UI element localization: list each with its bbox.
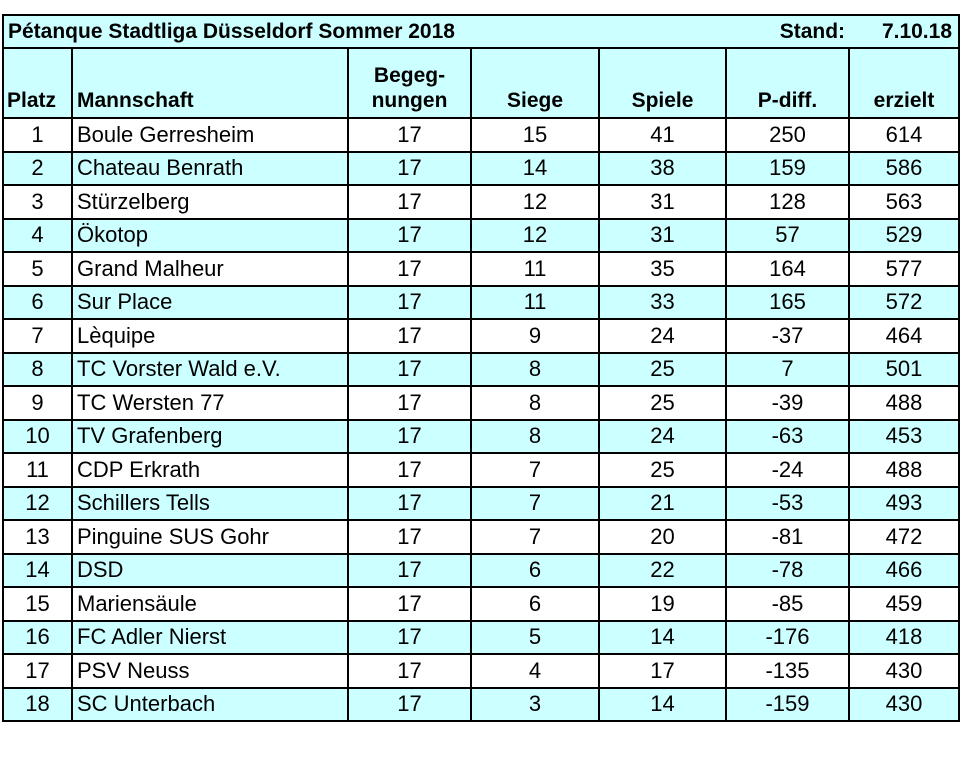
cell-pdiff: 57 [726,219,849,253]
cell-siege: 7 [471,453,599,487]
cell-siege: 11 [471,286,599,320]
header-platz: Platz [3,48,72,118]
cell-platz: 14 [3,554,72,588]
cell-pdiff: 250 [726,118,849,152]
cell-spiele: 24 [599,420,726,454]
cell-begegnungen: 17 [348,688,471,722]
cell-begegnungen: 17 [348,621,471,655]
table-row [3,118,959,152]
cell-team: Chateau Benrath [72,152,348,186]
cell-platz: 9 [3,386,72,420]
cell-platz: 2 [3,152,72,186]
cell-spiele: 19 [599,587,726,621]
cell-platz: 6 [3,286,72,320]
cell-spiele: 25 [599,353,726,387]
cell-team: PSV Neuss [72,654,348,688]
cell-begegnungen: 17 [348,587,471,621]
cell-begegnungen: 17 [348,487,471,521]
cell-pdiff: -85 [726,587,849,621]
cell-erzielt: 430 [849,688,959,722]
cell-erzielt: 586 [849,152,959,186]
header-siege: Siege [471,48,599,118]
table-row [3,688,959,722]
cell-siege: 15 [471,118,599,152]
cell-pdiff: -176 [726,621,849,655]
table-row [3,185,959,219]
cell-pdiff: -53 [726,487,849,521]
cell-team: Schillers Tells [72,487,348,521]
cell-erzielt: 563 [849,185,959,219]
cell-team: TC Vorster Wald e.V. [72,353,348,387]
cell-siege: 6 [471,554,599,588]
table-row [3,487,959,521]
table-row [3,554,959,588]
cell-pdiff: 164 [726,252,849,286]
cell-erzielt: 614 [849,118,959,152]
cell-begegnungen: 17 [348,319,471,353]
cell-pdiff: -78 [726,554,849,588]
cell-platz: 17 [3,654,72,688]
header-erzielt: erzielt [849,48,959,118]
cell-erzielt: 418 [849,621,959,655]
cell-begegnungen: 17 [348,386,471,420]
cell-spiele: 22 [599,554,726,588]
cell-begegnungen: 17 [348,185,471,219]
cell-platz: 15 [3,587,72,621]
cell-platz: 18 [3,688,72,722]
cell-siege: 12 [471,185,599,219]
cell-pdiff: -81 [726,520,849,554]
cell-siege: 6 [471,587,599,621]
cell-begegnungen: 17 [348,554,471,588]
cell-team: Stürzelberg [72,185,348,219]
cell-team: CDP Erkrath [72,453,348,487]
header-spiele: Spiele [599,48,726,118]
cell-begegnungen: 17 [348,453,471,487]
cell-platz: 13 [3,520,72,554]
cell-team: DSD [72,554,348,588]
cell-spiele: 14 [599,688,726,722]
table-body [3,118,959,721]
cell-erzielt: 464 [849,319,959,353]
cell-erzielt: 453 [849,420,959,454]
table-row [3,453,959,487]
cell-team: Lèquipe [72,319,348,353]
cell-spiele: 41 [599,118,726,152]
page-title: Pétanque Stadtliga Düsseldorf Sommer 2018 [3,15,726,48]
cell-erzielt: 493 [849,487,959,521]
column-header-row [3,48,959,118]
header-begegnungen-line2: nungen [371,89,448,112]
table-row [3,587,959,621]
cell-platz: 4 [3,219,72,253]
stand-date: 7.10.18 [849,15,959,48]
cell-platz: 1 [3,118,72,152]
cell-erzielt: 459 [849,587,959,621]
cell-platz: 10 [3,420,72,454]
league-table [2,14,960,722]
cell-erzielt: 529 [849,219,959,253]
cell-begegnungen: 17 [348,520,471,554]
title-row [3,15,959,48]
cell-pdiff: -24 [726,453,849,487]
cell-platz: 11 [3,453,72,487]
cell-spiele: 33 [599,286,726,320]
cell-siege: 7 [471,487,599,521]
cell-spiele: 20 [599,520,726,554]
table-row [3,252,959,286]
cell-spiele: 25 [599,453,726,487]
cell-siege: 5 [471,621,599,655]
cell-begegnungen: 17 [348,420,471,454]
table-row [3,353,959,387]
cell-erzielt: 501 [849,353,959,387]
cell-spiele: 35 [599,252,726,286]
cell-spiele: 31 [599,185,726,219]
cell-team: SC Unterbach [72,688,348,722]
cell-platz: 5 [3,252,72,286]
cell-platz: 8 [3,353,72,387]
cell-team: Sur Place [72,286,348,320]
table-row [3,420,959,454]
cell-begegnungen: 17 [348,654,471,688]
cell-team: Grand Malheur [72,252,348,286]
cell-pdiff: -37 [726,319,849,353]
cell-siege: 4 [471,654,599,688]
table-row [3,319,959,353]
table-row [3,386,959,420]
cell-spiele: 24 [599,319,726,353]
cell-spiele: 25 [599,386,726,420]
cell-pdiff: 7 [726,353,849,387]
header-begegnungen-line1: Begeg- [373,64,446,87]
header-pdiff: P-diff. [726,48,849,118]
cell-pdiff: -63 [726,420,849,454]
table-row [3,219,959,253]
cell-spiele: 17 [599,654,726,688]
cell-siege: 8 [471,420,599,454]
cell-siege: 8 [471,353,599,387]
cell-erzielt: 572 [849,286,959,320]
cell-erzielt: 466 [849,554,959,588]
stand-label: Stand: [726,15,849,48]
cell-begegnungen: 17 [348,152,471,186]
table-row [3,621,959,655]
cell-siege: 3 [471,688,599,722]
cell-siege: 14 [471,152,599,186]
cell-team: TV Grafenberg [72,420,348,454]
cell-begegnungen: 17 [348,219,471,253]
cell-platz: 12 [3,487,72,521]
cell-pdiff: 159 [726,152,849,186]
cell-erzielt: 577 [849,252,959,286]
cell-team: FC Adler Nierst [72,621,348,655]
cell-erzielt: 472 [849,520,959,554]
cell-pdiff: -135 [726,654,849,688]
cell-erzielt: 488 [849,386,959,420]
cell-team: Ökotop [72,219,348,253]
cell-erzielt: 430 [849,654,959,688]
cell-platz: 16 [3,621,72,655]
cell-team: Boule Gerresheim [72,118,348,152]
cell-team: Mariensäule [72,587,348,621]
header-mannschaft: Mannschaft [72,48,348,118]
cell-spiele: 14 [599,621,726,655]
cell-pdiff: 165 [726,286,849,320]
cell-pdiff: -159 [726,688,849,722]
cell-begegnungen: 17 [348,353,471,387]
cell-erzielt: 488 [849,453,959,487]
cell-pdiff: 128 [726,185,849,219]
cell-siege: 8 [471,386,599,420]
cell-begegnungen: 17 [348,118,471,152]
cell-pdiff: -39 [726,386,849,420]
cell-siege: 11 [471,252,599,286]
cell-team: Pinguine SUS Gohr [72,520,348,554]
cell-siege: 12 [471,219,599,253]
cell-team: TC Wersten 77 [72,386,348,420]
table-row [3,152,959,186]
table-row [3,654,959,688]
cell-platz: 3 [3,185,72,219]
cell-platz: 7 [3,319,72,353]
cell-spiele: 31 [599,219,726,253]
cell-siege: 9 [471,319,599,353]
header-begegnungen [348,48,471,118]
cell-begegnungen: 17 [348,286,471,320]
cell-spiele: 21 [599,487,726,521]
table-row [3,520,959,554]
table-row [3,286,959,320]
cell-spiele: 38 [599,152,726,186]
cell-siege: 7 [471,520,599,554]
cell-begegnungen: 17 [348,252,471,286]
